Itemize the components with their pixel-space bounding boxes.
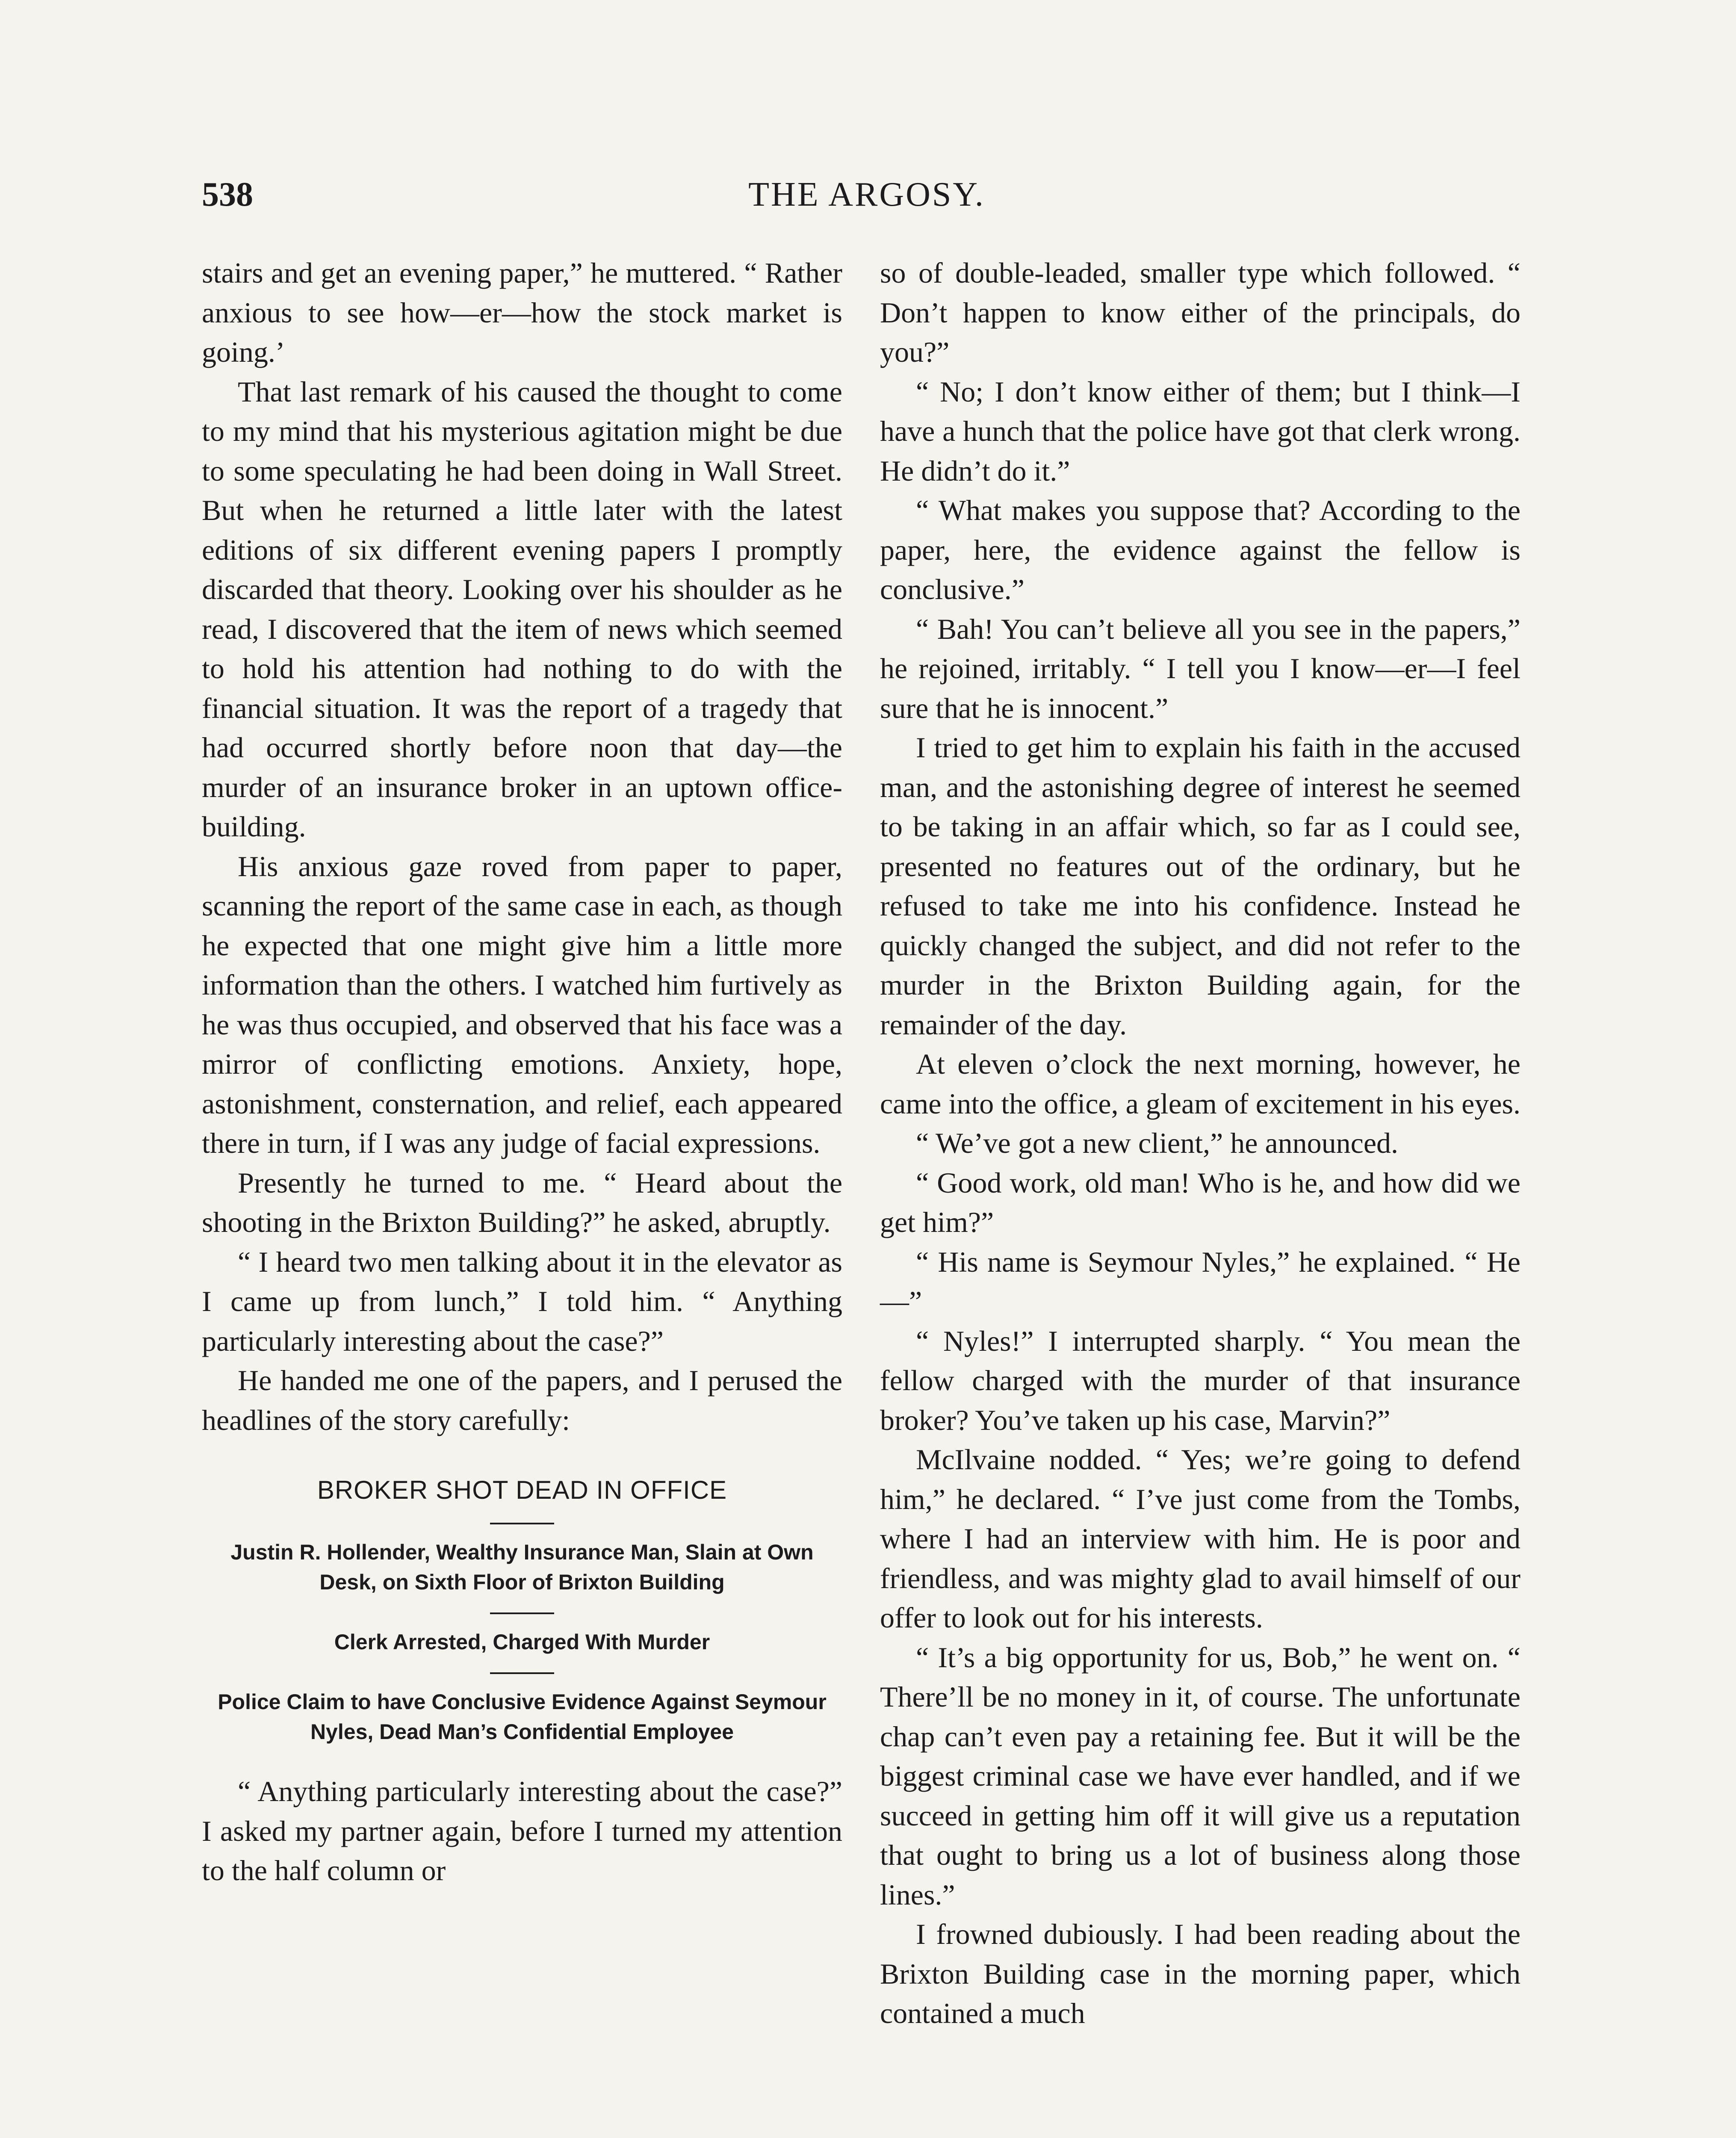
headline-divider	[490, 1523, 554, 1524]
page-number: 538	[202, 176, 253, 213]
headline-sub: Police Claim to have Conclusive Evidence Against Seymour Nyles, Dead Man’s Confidential Employee	[218, 1690, 827, 1744]
headline-divider	[490, 1672, 554, 1674]
paragraph: “ What makes you suppose that? According to the paper, here, the evidence against the fellow is conclusive.”	[880, 494, 1520, 605]
left-column	[202, 253, 842, 1890]
paragraph: stairs and get an evening paper,” he muttered. “ Rather anxious to see how—er—how the stock market is going.’	[202, 257, 842, 368]
paragraph: so of double-leaded, smaller type which followed. “ Don’t happen to know either of the principals, do you?”	[880, 257, 1520, 368]
paragraph: “ No; I don’t know either of them; but I think—I have a hunch that the police have got that clerk wrong. He didn’t do it.”	[880, 375, 1520, 487]
journal-title: THE ARGOSY.	[748, 176, 985, 213]
paragraph: He handed me one of the papers, and I perused the headlines of the story carefully:	[202, 1364, 842, 1436]
paragraph: “ Anything particularly interesting about the case?” I asked my partner again, before I turned my attention to the half column or	[202, 1775, 842, 1887]
paragraph: That last remark of his caused the thought to come to my mind that his mysterious agitation might be due to some speculating he had been doing in Wall Street. But when he returned a little later with the latest editions of six different evening papers I promptly discarded that theory. Looking over his shoulder as he read, I discovered that the item of news which seemed to hold his attention had nothing to do with the financial situation. It was the report of a tragedy that had occurred shortly before noon that day—the murder of an insurance broker in an uptown office-building.	[202, 375, 842, 843]
paragraph: “ We’ve got a new client,” he announced.	[916, 1127, 1399, 1159]
paragraph: “ His name is Seymour Nyles,” he explained. “ He—”	[880, 1245, 1520, 1317]
headline-main: BROKER SHOT DEAD IN OFFICE	[317, 1476, 727, 1504]
paragraph: I frowned dubiously. I had been reading about the Brixton Building case in the morning paper, which contained a much	[880, 1918, 1520, 2029]
headline-sub: Justin R. Hollender, Wealthy Insurance Man, Slain at Own Desk, on Sixth Floor of Brixton Building	[230, 1540, 814, 1594]
paragraph: I tried to get him to explain his faith in the accused man, and the astonishing degree of interest he seemed to be taking in an affair which, so far as I could see, presented no features out of the ordinary, but he refused to take me into his confidence. Instead he quickly changed the subject, and did not refer to the murder in the Brixton Building again, for the remainder of the day.	[880, 731, 1520, 1041]
paragraph: “ Nyles!” I interrupted sharply. “ You mean the fellow charged with the murder of that insurance broker? You’ve taken up his case, Marvin?”	[880, 1324, 1520, 1436]
paragraph: His anxious gaze roved from paper to paper, scanning the report of the same case in each, as though he expected that one might give him a little more information than the others. I watched him furtively as he was thus occupied, and observed that his face was a mirror of conflicting emotions. Anxiety, hope, astonishment, consternation, and relief, each appeared there in turn, if I was any judge of facial expressions.	[202, 850, 842, 1159]
paragraph: Presently he turned to me. “ Heard about the shooting in the Brixton Building?” he asked, abruptly.	[202, 1166, 842, 1238]
newspaper-headlines	[202, 1473, 842, 1747]
paragraph: McIlvaine nodded. “ Yes; we’re going to defend him,” he declared. “ I’ve just come from the Tombs, where I had an interview with him. He is poor and friendless, and was mighty glad to avail himself of our offer to look out for his interests.	[880, 1443, 1520, 1634]
right-column	[880, 253, 1520, 2033]
paragraph: “ It’s a big opportunity for us, Bob,” he went on. “ There’ll be no money in it, of course. The unfortunate chap can’t even pay a retaining fee. But it will be the biggest criminal case we have ever handled, and if we succeed in getting him off it will give us a reputation that ought to bring us a lot of business along those lines.”	[880, 1641, 1520, 1911]
headline-sub: Clerk Arrested, Charged With Murder	[334, 1630, 710, 1654]
paragraph: “ I heard two men talking about it in the elevator as I came up from lunch,” I told him. “ Anything particularly interesting about the case?”	[202, 1245, 842, 1357]
running-head	[202, 171, 1532, 218]
paragraph: “ Bah! You can’t believe all you see in the papers,” he rejoined, irritably. “ I tell you I know—er—I feel sure that he is innocent.”	[880, 612, 1520, 724]
paragraph: “ Good work, old man! Who is he, and how did we get him?”	[880, 1166, 1520, 1238]
paragraph: At eleven o’clock the next morning, however, he came into the office, a gleam of excitement in his eyes.	[880, 1048, 1520, 1120]
headline-divider	[490, 1612, 554, 1614]
